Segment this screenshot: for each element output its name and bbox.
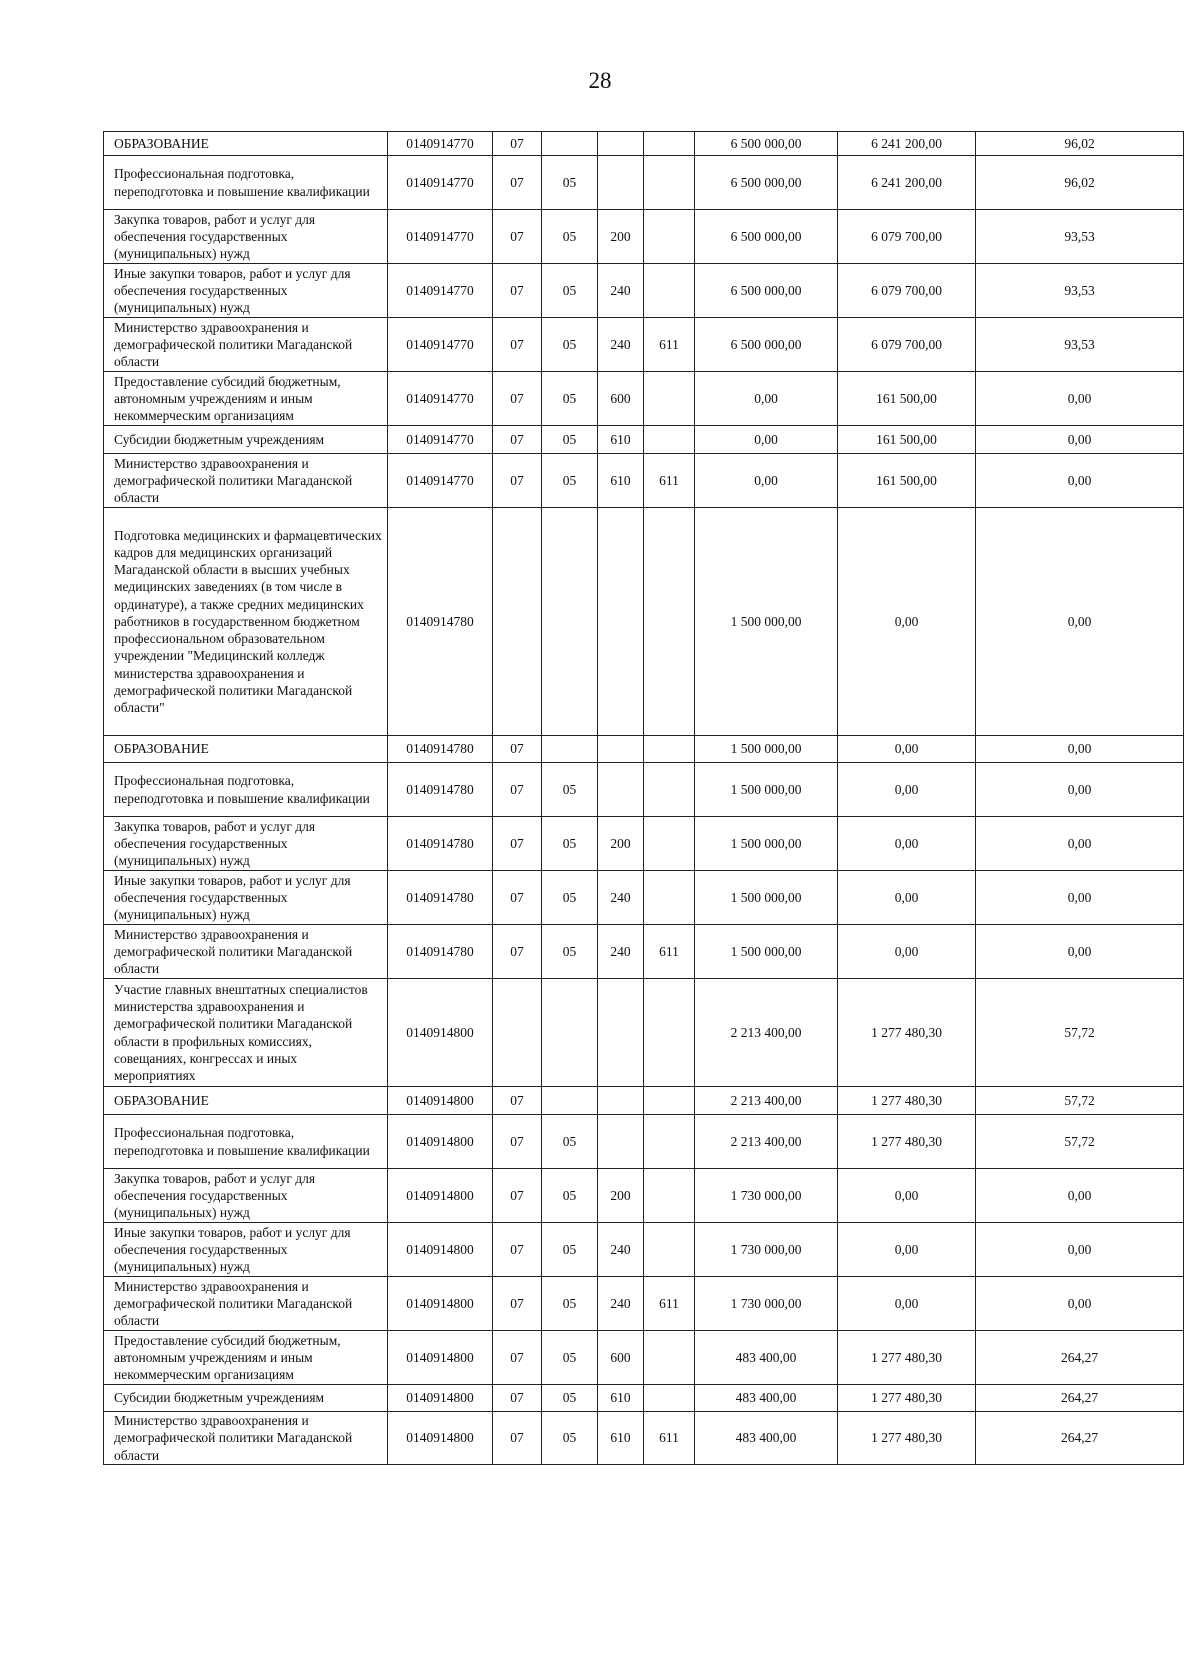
budget-manager-code	[644, 1115, 695, 1169]
row-name: Иные закупки товаров, работ и услуг для обеспечения государственных (муниципальных) нужд	[104, 264, 388, 318]
actual-amount: 161 500,00	[838, 454, 976, 508]
row-name: Закупка товаров, работ и услуг для обеспечения государственных (муниципальных) нужд	[104, 817, 388, 871]
table-row	[104, 1223, 1184, 1277]
actual-amount: 0,00	[838, 1223, 976, 1277]
target-article-code: 0140914800	[388, 1169, 493, 1223]
planned-amount: 0,00	[695, 454, 838, 508]
execution-percent: 96,02	[976, 132, 1184, 156]
planned-amount: 1 500 000,00	[695, 925, 838, 979]
row-name: Предоставление субсидий бюджетным, автономным учреждениям и иным некоммерческим организациям	[104, 372, 388, 426]
section-code: 07	[493, 1385, 542, 1412]
row-name: ОБРАЗОВАНИЕ	[104, 1087, 388, 1115]
table-row	[104, 454, 1184, 508]
page-number: 28	[588, 68, 612, 93]
row-name: Профессиональная подготовка, переподготовка и повышение квалификации	[104, 763, 388, 817]
planned-amount: 483 400,00	[695, 1385, 838, 1412]
table-row	[104, 372, 1184, 426]
budget-manager-code	[644, 1087, 695, 1115]
expense-type-code: 610	[598, 1412, 644, 1465]
table-row	[104, 1385, 1184, 1412]
actual-amount: 0,00	[838, 508, 976, 736]
budget-manager-code	[644, 1331, 695, 1385]
actual-amount: 1 277 480,30	[838, 1385, 976, 1412]
actual-amount: 0,00	[838, 817, 976, 871]
subsection-code: 05	[542, 156, 598, 210]
section-code: 07	[493, 210, 542, 264]
expense-type-code: 240	[598, 264, 644, 318]
expense-type-code: 240	[598, 925, 644, 979]
section-code: 07	[493, 318, 542, 372]
execution-percent: 0,00	[976, 454, 1184, 508]
execution-percent: 0,00	[976, 426, 1184, 454]
planned-amount: 6 500 000,00	[695, 318, 838, 372]
budget-manager-code	[644, 264, 695, 318]
budget-manager-code	[644, 979, 695, 1087]
actual-amount: 1 277 480,30	[838, 1412, 976, 1465]
section-code: 07	[493, 372, 542, 426]
expense-type-code: 240	[598, 1223, 644, 1277]
section-code: 07	[493, 763, 542, 817]
execution-percent: 57,72	[976, 979, 1184, 1087]
execution-percent: 0,00	[976, 763, 1184, 817]
budget-manager-code	[644, 426, 695, 454]
planned-amount: 483 400,00	[695, 1331, 838, 1385]
budget-manager-code	[644, 1169, 695, 1223]
subsection-code	[542, 1087, 598, 1115]
row-name: Субсидии бюджетным учреждениям	[104, 426, 388, 454]
planned-amount: 1 500 000,00	[695, 736, 838, 763]
budget-manager-code	[644, 1385, 695, 1412]
section-code	[493, 979, 542, 1087]
actual-amount: 0,00	[838, 925, 976, 979]
execution-percent: 93,53	[976, 264, 1184, 318]
execution-percent: 264,27	[976, 1412, 1184, 1465]
table-row	[104, 979, 1184, 1087]
target-article-code: 0140914770	[388, 156, 493, 210]
table-row	[104, 925, 1184, 979]
expense-type-code	[598, 1087, 644, 1115]
budget-manager-code	[644, 156, 695, 210]
target-article-code: 0140914770	[388, 264, 493, 318]
planned-amount: 1 500 000,00	[695, 763, 838, 817]
expense-type-code: 610	[598, 454, 644, 508]
subsection-code: 05	[542, 1223, 598, 1277]
section-code: 07	[493, 132, 542, 156]
execution-percent: 0,00	[976, 508, 1184, 736]
row-name: Министерство здравоохранения и демографической политики Магаданской области	[104, 925, 388, 979]
row-name: Закупка товаров, работ и услуг для обеспечения государственных (муниципальных) нужд	[104, 210, 388, 264]
planned-amount: 6 500 000,00	[695, 156, 838, 210]
planned-amount: 1 500 000,00	[695, 508, 838, 736]
execution-percent: 93,53	[976, 210, 1184, 264]
budget-manager-code	[644, 871, 695, 925]
execution-percent: 264,27	[976, 1385, 1184, 1412]
execution-percent: 0,00	[976, 925, 1184, 979]
actual-amount: 0,00	[838, 763, 976, 817]
expense-type-code: 240	[598, 1277, 644, 1331]
subsection-code	[542, 979, 598, 1087]
expense-type-code	[598, 508, 644, 736]
actual-amount: 1 277 480,30	[838, 979, 976, 1087]
section-code: 07	[493, 925, 542, 979]
section-code: 07	[493, 264, 542, 318]
planned-amount: 1 500 000,00	[695, 871, 838, 925]
section-code: 07	[493, 1223, 542, 1277]
subsection-code: 05	[542, 817, 598, 871]
table-row	[104, 210, 1184, 264]
planned-amount: 2 213 400,00	[695, 1087, 838, 1115]
planned-amount: 6 500 000,00	[695, 132, 838, 156]
budget-execution-table	[103, 131, 1184, 1465]
section-code: 07	[493, 454, 542, 508]
budget-manager-code: 611	[644, 1277, 695, 1331]
execution-percent: 0,00	[976, 736, 1184, 763]
expense-type-code: 200	[598, 817, 644, 871]
table-row	[104, 1277, 1184, 1331]
budget-manager-code	[644, 1223, 695, 1277]
actual-amount: 0,00	[838, 871, 976, 925]
expense-type-code: 240	[598, 318, 644, 372]
actual-amount: 1 277 480,30	[838, 1087, 976, 1115]
row-name: Закупка товаров, работ и услуг для обеспечения государственных (муниципальных) нужд	[104, 1169, 388, 1223]
subsection-code: 05	[542, 1385, 598, 1412]
target-article-code: 0140914780	[388, 817, 493, 871]
table-row	[104, 1169, 1184, 1223]
row-name: Министерство здравоохранения и демографической политики Магаданской области	[104, 1412, 388, 1465]
row-name: Профессиональная подготовка, переподготовка и повышение квалификации	[104, 1115, 388, 1169]
actual-amount: 1 277 480,30	[838, 1115, 976, 1169]
table-body	[104, 132, 1184, 1465]
actual-amount: 6 079 700,00	[838, 210, 976, 264]
execution-percent: 96,02	[976, 156, 1184, 210]
budget-manager-code: 611	[644, 1412, 695, 1465]
subsection-code: 05	[542, 1331, 598, 1385]
execution-percent: 0,00	[976, 1223, 1184, 1277]
row-name: Предоставление субсидий бюджетным, автономным учреждениям и иным некоммерческим организациям	[104, 1331, 388, 1385]
subsection-code	[542, 508, 598, 736]
table-row	[104, 264, 1184, 318]
section-code: 07	[493, 871, 542, 925]
execution-percent: 0,00	[976, 372, 1184, 426]
budget-manager-code	[644, 736, 695, 763]
execution-percent: 0,00	[976, 1169, 1184, 1223]
actual-amount: 0,00	[838, 1169, 976, 1223]
subsection-code: 05	[542, 1277, 598, 1331]
budget-manager-code	[644, 817, 695, 871]
target-article-code: 0140914800	[388, 1385, 493, 1412]
expense-type-code	[598, 736, 644, 763]
target-article-code: 0140914800	[388, 1331, 493, 1385]
actual-amount: 6 241 200,00	[838, 156, 976, 210]
subsection-code: 05	[542, 372, 598, 426]
expense-type-code: 200	[598, 210, 644, 264]
section-code: 07	[493, 736, 542, 763]
planned-amount: 1 500 000,00	[695, 817, 838, 871]
section-code: 07	[493, 1331, 542, 1385]
row-name: Субсидии бюджетным учреждениям	[104, 1385, 388, 1412]
subsection-code: 05	[542, 871, 598, 925]
planned-amount: 2 213 400,00	[695, 1115, 838, 1169]
actual-amount: 161 500,00	[838, 372, 976, 426]
expense-type-code: 240	[598, 871, 644, 925]
actual-amount: 0,00	[838, 1277, 976, 1331]
target-article-code: 0140914770	[388, 210, 493, 264]
planned-amount: 1 730 000,00	[695, 1223, 838, 1277]
target-article-code: 0140914800	[388, 979, 493, 1087]
target-article-code: 0140914780	[388, 508, 493, 736]
actual-amount: 6 079 700,00	[838, 318, 976, 372]
target-article-code: 0140914800	[388, 1277, 493, 1331]
section-code: 07	[493, 1169, 542, 1223]
planned-amount: 6 500 000,00	[695, 264, 838, 318]
target-article-code: 0140914800	[388, 1412, 493, 1465]
target-article-code: 0140914770	[388, 318, 493, 372]
budget-manager-code	[644, 508, 695, 736]
planned-amount: 6 500 000,00	[695, 210, 838, 264]
table-row	[104, 763, 1184, 817]
execution-percent: 57,72	[976, 1115, 1184, 1169]
table-row	[104, 871, 1184, 925]
table-row	[104, 508, 1184, 736]
row-name: ОБРАЗОВАНИЕ	[104, 132, 388, 156]
budget-manager-code	[644, 763, 695, 817]
target-article-code: 0140914780	[388, 763, 493, 817]
expense-type-code: 600	[598, 1331, 644, 1385]
actual-amount: 161 500,00	[838, 426, 976, 454]
planned-amount: 2 213 400,00	[695, 979, 838, 1087]
table-row	[104, 156, 1184, 210]
subsection-code: 05	[542, 1169, 598, 1223]
budget-manager-code	[644, 210, 695, 264]
expense-type-code	[598, 156, 644, 210]
subsection-code: 05	[542, 210, 598, 264]
row-name: ОБРАЗОВАНИЕ	[104, 736, 388, 763]
budget-manager-code: 611	[644, 925, 695, 979]
row-name: Иные закупки товаров, работ и услуг для обеспечения государственных (муниципальных) нужд	[104, 1223, 388, 1277]
row-name: Министерство здравоохранения и демографической политики Магаданской области	[104, 318, 388, 372]
subsection-code: 05	[542, 1412, 598, 1465]
expense-type-code: 200	[598, 1169, 644, 1223]
section-code: 07	[493, 817, 542, 871]
execution-percent: 0,00	[976, 1277, 1184, 1331]
subsection-code: 05	[542, 454, 598, 508]
execution-percent: 0,00	[976, 817, 1184, 871]
expense-type-code: 610	[598, 1385, 644, 1412]
table-row	[104, 426, 1184, 454]
target-article-code: 0140914780	[388, 925, 493, 979]
planned-amount: 1 730 000,00	[695, 1277, 838, 1331]
subsection-code: 05	[542, 1115, 598, 1169]
planned-amount: 0,00	[695, 426, 838, 454]
subsection-code	[542, 132, 598, 156]
section-code: 07	[493, 426, 542, 454]
execution-percent: 93,53	[976, 318, 1184, 372]
actual-amount: 1 277 480,30	[838, 1331, 976, 1385]
row-name: Министерство здравоохранения и демографической политики Магаданской области	[104, 1277, 388, 1331]
target-article-code: 0140914770	[388, 132, 493, 156]
section-code: 07	[493, 1277, 542, 1331]
section-code: 07	[493, 1115, 542, 1169]
row-name: Участие главных внештатных специалистов министерства здравоохранения и демографической политики Магаданской области в профильных комиссиях, совещаниях, конгрессах и иных мероприятиях	[104, 979, 388, 1087]
planned-amount: 483 400,00	[695, 1412, 838, 1465]
section-code: 07	[493, 156, 542, 210]
row-name: Министерство здравоохранения и демографической политики Магаданской области	[104, 454, 388, 508]
section-code: 07	[493, 1412, 542, 1465]
table-row	[104, 1331, 1184, 1385]
budget-manager-code	[644, 132, 695, 156]
target-article-code: 0140914780	[388, 736, 493, 763]
target-article-code: 0140914770	[388, 454, 493, 508]
table-row	[104, 1412, 1184, 1465]
expense-type-code: 610	[598, 426, 644, 454]
table-row	[104, 736, 1184, 763]
actual-amount: 6 241 200,00	[838, 132, 976, 156]
subsection-code: 05	[542, 925, 598, 979]
target-article-code: 0140914800	[388, 1115, 493, 1169]
table-row	[104, 132, 1184, 156]
budget-manager-code: 611	[644, 454, 695, 508]
subsection-code: 05	[542, 264, 598, 318]
actual-amount: 6 079 700,00	[838, 264, 976, 318]
subsection-code: 05	[542, 763, 598, 817]
table-row	[104, 1115, 1184, 1169]
execution-percent: 264,27	[976, 1331, 1184, 1385]
expense-type-code	[598, 132, 644, 156]
row-name: Иные закупки товаров, работ и услуг для обеспечения государственных (муниципальных) нужд	[104, 871, 388, 925]
planned-amount: 1 730 000,00	[695, 1169, 838, 1223]
section-code: 07	[493, 1087, 542, 1115]
target-article-code: 0140914770	[388, 426, 493, 454]
planned-amount: 0,00	[695, 372, 838, 426]
budget-manager-code: 611	[644, 318, 695, 372]
target-article-code: 0140914770	[388, 372, 493, 426]
row-name: Подготовка медицинских и фармацевтических кадров для медицинских организаций Магаданской области в высших учебных медицинских заведениях (в том числе в ординатуре), а также средних медицинских работников в государственном бюджетном профессиональном образовательном учреждении "Медицинский колледж министерства здравоохранения и демографической политики Магаданской области"	[104, 508, 388, 736]
actual-amount: 0,00	[838, 736, 976, 763]
section-code	[493, 508, 542, 736]
execution-percent: 0,00	[976, 871, 1184, 925]
target-article-code: 0140914780	[388, 871, 493, 925]
table-row	[104, 817, 1184, 871]
subsection-code	[542, 736, 598, 763]
subsection-code: 05	[542, 318, 598, 372]
expense-type-code	[598, 763, 644, 817]
budget-manager-code	[644, 372, 695, 426]
expense-type-code	[598, 1115, 644, 1169]
subsection-code: 05	[542, 426, 598, 454]
target-article-code: 0140914800	[388, 1223, 493, 1277]
expense-type-code: 600	[598, 372, 644, 426]
expense-type-code	[598, 979, 644, 1087]
target-article-code: 0140914800	[388, 1087, 493, 1115]
row-name: Профессиональная подготовка, переподготовка и повышение квалификации	[104, 156, 388, 210]
execution-percent: 57,72	[976, 1087, 1184, 1115]
table-row	[104, 1087, 1184, 1115]
table-row	[104, 318, 1184, 372]
